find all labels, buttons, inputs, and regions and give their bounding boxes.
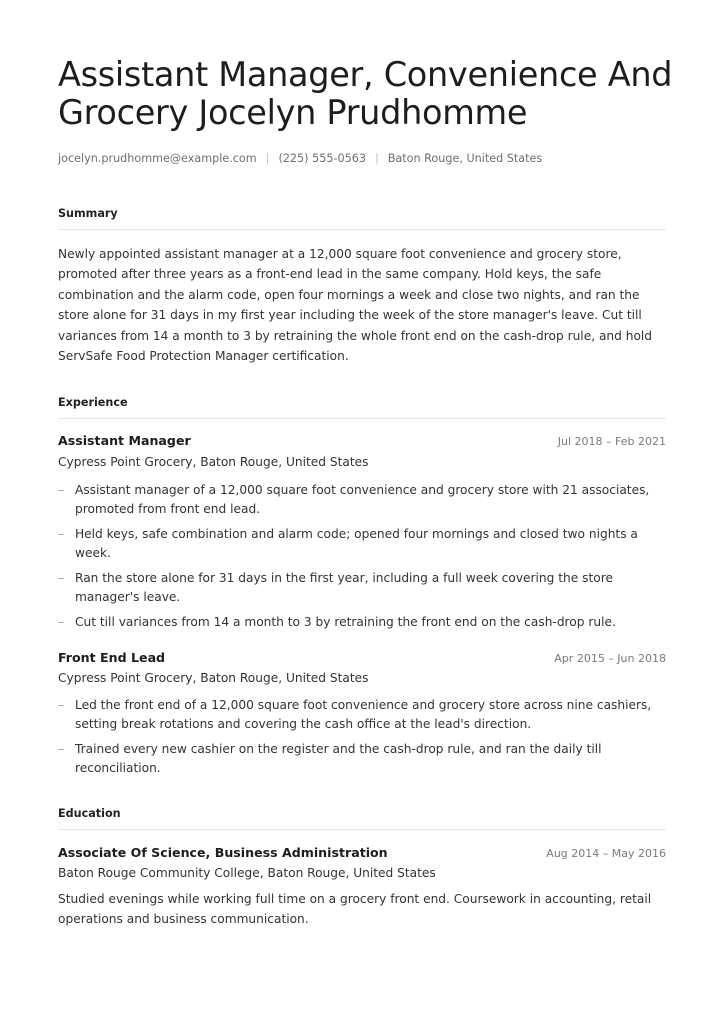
job-title: Front End Lead — [58, 650, 166, 665]
summary-section-title: Summary — [58, 207, 666, 230]
experience-section-title: Experience — [58, 396, 666, 419]
contact-separator: | — [374, 152, 379, 165]
job-dates: Jul 2018 – Feb 2021 — [557, 435, 666, 448]
job-bullet: – Led the front end of a 12,000 square foot convenience and grocery store across nine cashiers, setting break rotations and covering the cash office at the lead's direction. — [58, 696, 666, 734]
job-bullet: – Assistant manager of a 12,000 square foot convenience and grocery store with 21 associates, promoted from front end lead. — [58, 481, 666, 519]
contact-separator: | — [265, 152, 270, 165]
job-bullets — [58, 481, 666, 632]
job-bullet: – Ran the store alone for 31 days in the first year, including a full week covering the store manager's leave. — [58, 569, 666, 607]
job-company: Cypress Point Grocery, Baton Rouge, United States — [58, 455, 369, 469]
education-school: Baton Rouge Community College, Baton Rouge, United States — [58, 866, 436, 880]
job-bullet: – Trained every new cashier on the register and the cash-drop rule, and ran the daily till reconciliation. — [58, 740, 666, 778]
contact-location: Baton Rouge, United States — [387, 152, 543, 165]
education-description: Studied evenings while working full time on a grocery front end. Coursework in accounting, retail operations and business communication. — [58, 892, 652, 927]
job-dates: Apr 2015 – Jun 2018 — [554, 652, 666, 665]
job-bullet: – Cut till variances from 14 a month to 3 by retraining the front end on the cash-drop rule. — [58, 613, 666, 632]
education-header — [58, 845, 666, 865]
job-header — [58, 433, 666, 453]
summary-text: Newly appointed assistant manager at a 12,000 square foot convenience and grocery store, promoted after three years as a front-end lead in the same company. Hold keys, the safe combination and the alarm code, open four mornings a week and close two nights, and ran the store alone for 31 days in my first year including the week of the store manager's leave. Cut till variances from 14 a month to 3 by retraining the whole front end on the cash-drop rule, and hold ServSafe Food Protection Manager certification. — [58, 247, 653, 364]
contact-email[interactable]: jocelyn.prudhomme@example.com — [58, 152, 257, 165]
job-header — [58, 650, 666, 670]
job-bullets — [58, 696, 666, 778]
job-title: Assistant Manager — [58, 433, 191, 448]
resume-name-heading: Assistant Manager, Convenience And Grocery Jocelyn Prudhomme — [58, 55, 673, 132]
contact-phone[interactable]: (225) 555-0563 — [278, 152, 366, 165]
education-dates: Aug 2014 – May 2016 — [546, 847, 666, 860]
job-bullet: – Held keys, safe combination and alarm code; opened four mornings and closed two nights a week. — [58, 525, 666, 563]
job-company: Cypress Point Grocery, Baton Rouge, United States — [58, 671, 369, 685]
education-degree: Associate Of Science, Business Administration — [58, 845, 388, 860]
education-section-title: Education — [58, 807, 666, 830]
contact-line — [58, 152, 666, 165]
